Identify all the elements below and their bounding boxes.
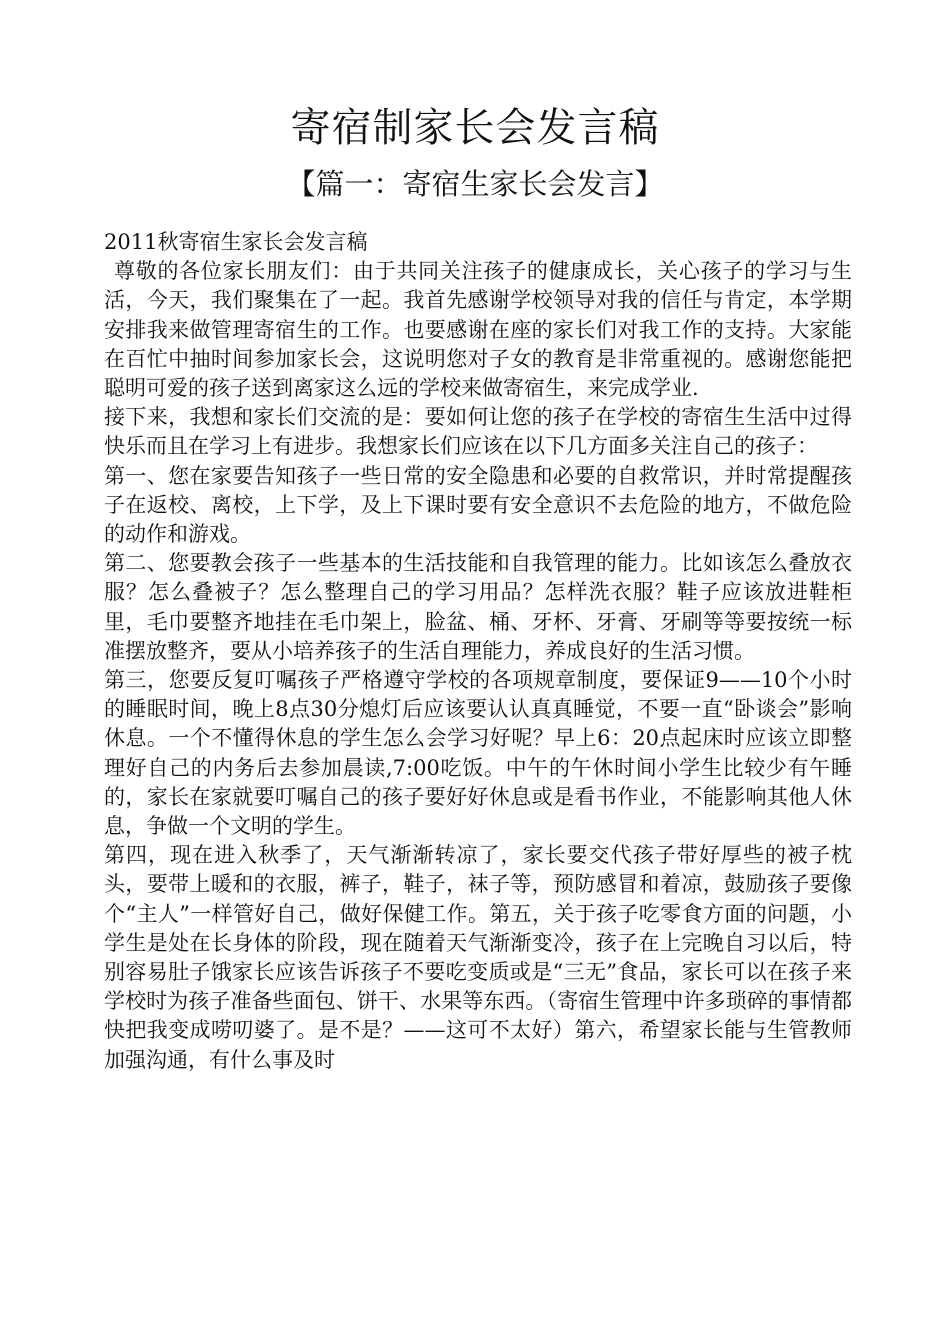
paragraph-greeting: 尊敬的各位家长朋友们：由于共同关注孩子的健康成长，关心孩子的学习与生活，今天，我们聚集在了一起。我首先感谢学校领导对我的信任与肯定，本学期安排我来做管理寄宿生的工作。也要感谢在座的家长们对我工作的支持。大家能在百忙中抽时间参加家长会，这说明您对子女的教育是非常重视的。感谢您能把聪明可爱的孩子送到离家这么远的学校来做寄宿生，来完成学业. bbox=[104, 259, 852, 401]
document-subtitle: 【篇一：寄宿生家长会发言】 bbox=[286, 167, 664, 201]
paragraph-intro: 接下来，我想和家长们交流的是：要如何让您的孩子在学校的寄宿生生活中过得快乐而且在学习上有进步。我想家长们应该在以下几方面多关注自己的孩子： bbox=[104, 405, 852, 459]
paragraph-point-2: 第二、您要教会孩子一些基本的生活技能和自我管理的能力。比如该怎么叠放衣服？怎么叠被子？怎么整理自己的学习用品？怎样洗衣服？鞋子应该放进鞋柜里，毛巾要整齐地挂在毛巾架上，脸盆、桶、牙杯、牙膏、牙刷等等要按统一标准摆放整齐，要从小培养孩子的生活自理能力，养成良好的生活习惯。 bbox=[104, 551, 852, 663]
document-title: 寄宿制家长会发言稿 bbox=[290, 105, 660, 151]
paragraph-point-1: 第一、您在家要告知孩子一些日常的安全隐患和必要的自救常识，并时常提醒孩子在返校、离校，上下学，及上下课时要有安全意识不去危险的地方，不做危险的动作和游戏。 bbox=[104, 463, 852, 547]
paragraph-heading: 2011秋寄宿生家长会发言稿 bbox=[104, 230, 368, 254]
paragraph-point-4: 第四，现在进入秋季了，天气渐渐转凉了，家长要交代孩子带好厚些的被子枕头，要带上暖和的衣服，裤子，鞋子，袜子等，预防感冒和着凉，鼓励孩子要像个“主人”一样管好自己，做好保健工作。第五，关于孩子吃零食方面的问题，小学生是处在长身体的阶段，现在随着天气渐渐变冷，孩子在上完晚自习以后，特别容易肚子饿家长应该告诉孩子不要吃变质或是“三无”食品，家长可以在孩子来学校时为孩子准备些面包、饼干、水果等东西。（寄宿生管理中许多琐碎的事情都快把我变成唠叨婆了。是不是？——这可不太好）第六，希望家长能与生管教师加强沟通，有什么事及时 bbox=[104, 843, 852, 1072]
document-body bbox=[104, 228, 852, 1075]
paragraph-point-3: 第三，您要反复叮嘱孩子严格遵守学校的各项规章制度，要保证9——10个小时的睡眠时间，晚上8点30分熄灯后应该要认认真真睡觉，不要一直“卧谈会”影响休息。一个不懂得休息的学生怎么会学习好呢？早上6：20点起床时应该立即整理好自己的内务后去参加晨读,7:00吃饭。中午的午休时间小学生比较少有午睡的，家长在家就要叮嘱自己的孩子要好好休息或是看书作业，不能影响其他人休息，争做一个文明的学生。 bbox=[104, 668, 852, 839]
